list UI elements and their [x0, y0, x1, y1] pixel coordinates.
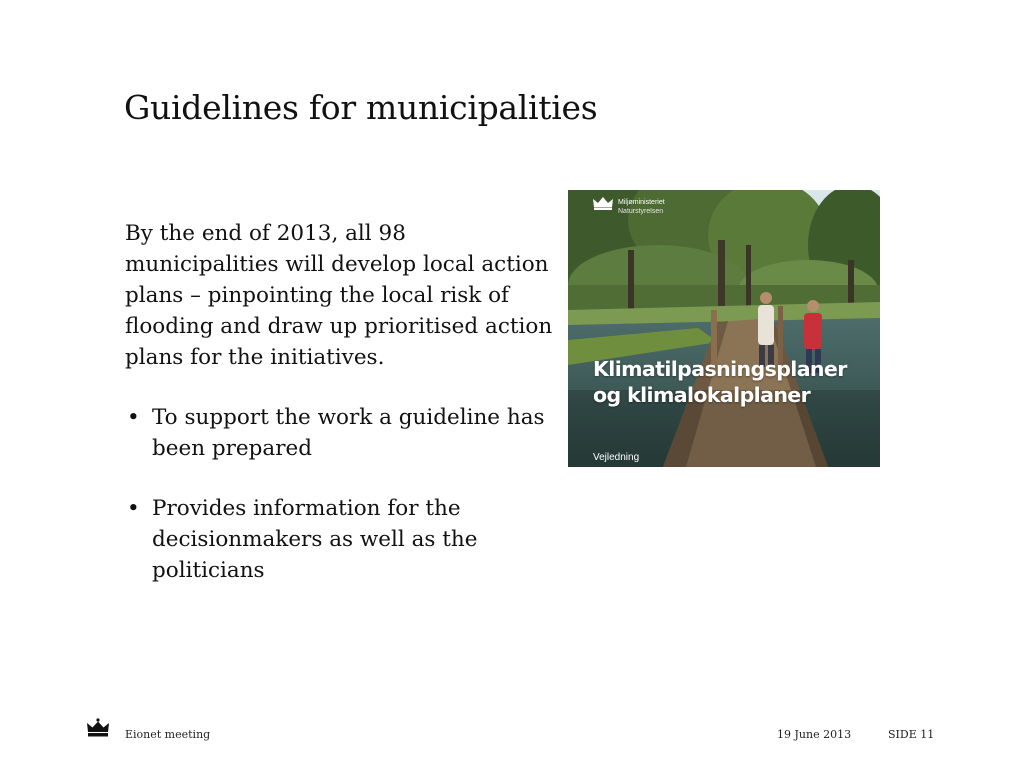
- bullet-dot-icon: •: [127, 405, 140, 430]
- publisher-agency: Naturstyrelsen: [618, 208, 664, 215]
- bullet-item: [125, 493, 565, 586]
- publisher-ministry: Miljøministeriet: [618, 199, 665, 206]
- cover-title-line-2: og klimalokalplaner: [593, 383, 811, 407]
- cover-photo: [568, 190, 880, 467]
- intro-paragraph: By the end of 2013, all 98 municipalities will develop local action plans – pinpointing the local risk of flooding and draw up prioritised action plans for the initiatives.: [125, 221, 553, 370]
- crown-icon: [86, 718, 110, 738]
- bullet-item: [125, 402, 565, 464]
- cover-label: Vejledning: [593, 452, 640, 463]
- footer-date: 19 June 2013: [777, 728, 852, 741]
- crown-icon: [592, 195, 614, 211]
- bullet-dot-icon: •: [127, 496, 140, 521]
- slide-title: Guidelines for municipalities: [124, 88, 598, 127]
- footer-page-number: SIDE 11: [888, 728, 935, 741]
- slide-body: [125, 218, 565, 615]
- footer-event: Eionet meeting: [125, 728, 211, 741]
- cover-title-line-1: Klimatilpasningsplaner: [593, 357, 847, 381]
- cover-title: [593, 356, 847, 408]
- bullet-text: Provides information for the decisionmakers as well as the politicians: [152, 496, 478, 583]
- bullet-list: [125, 402, 565, 586]
- bullet-text: To support the work a guideline has been prepared: [152, 405, 545, 461]
- cover-publisher: [618, 198, 665, 216]
- guideline-cover-image: [568, 190, 880, 467]
